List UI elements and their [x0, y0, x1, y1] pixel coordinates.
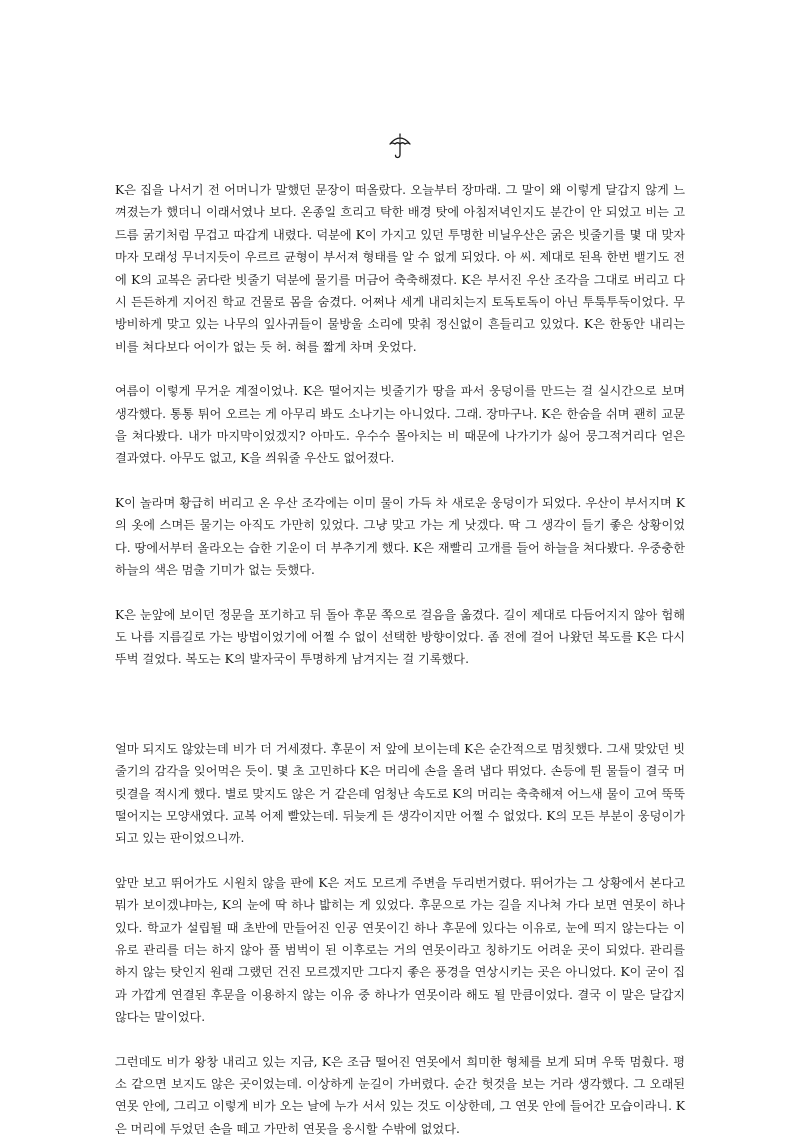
- paragraph-spacer: [115, 1029, 685, 1051]
- paragraph-spacer: [115, 850, 685, 872]
- paragraph-7: 그런데도 비가 왕창 내리고 있는 지금, K은 조금 떨어진 연못에서 희미한 형체를 보게 되며 우뚝 멈췄다. 평소 같으면 보지도 않은 곳이었는데. 이상하게 눈길이 가버렸다. 순간 헛것을 보는 거라 생각했다. 그 오래된 연못 안에, 그리고 이렇게 비가 오는 날에 누가 서서 있는 것도 이상한데, 그 연못 안에 들어간 모습이라니. K은 머리에 두었던 손을 떼고 가만히 연못을 응시할 수밖에 없었다.: [115, 1054, 685, 1136]
- section-break: [115, 671, 685, 738]
- paragraph-spacer: [115, 470, 685, 492]
- paragraph-1: K은 집을 나서기 전 어머니가 말했던 문장이 떠올랐다. 오늘부터 장마래. 그 말이 왜 이렇게 달갑지 않게 느껴졌는가 했더니 이래서였나 보다. 온종일 흐리고 탁한 배경 탓에 아침저녁인지도 분간이 안 되었고 비는 고드름 굵기처럼 무겁고 따갑게 내렸다. 덕분에 K이 가지고 있던 투명한 비닐우산은 굵은 빗줄기를 몇 대 맞자마자 모래성 무너지듯이 우르르 균형이 부서져 형태를 알 수 없게 되었다. 아 씨. 제대로 된욕 한번 뱉기도 전에 K의 교복은 굵다란 빗줄기 덕분에 물기를 머금어 축축해졌다. K은 부서진 우산 조각을 그대로 버리고 다시 든든하게 지어진 학교 건물로 몸을 숨겼다. 어쩌나 세게 내리치는지 토독토독이 아닌 투툭투둑이었다. 무방비하게 맞고 있는 나무의 잎사귀들이 물방울 소리에 맞춰 정신없이 흔들리고 있었다. K은 한동안 내리는 비를 쳐다보다 어이가 없는 듯 허. 혀를 짧게 차며 웃었다.: [115, 183, 685, 354]
- paragraph-spacer: [115, 358, 685, 380]
- umbrella-icon: [388, 133, 412, 159]
- story-text: [115, 179, 685, 1140]
- paragraph-6: 앞만 보고 뛰어가도 시원치 않을 판에 K은 저도 모르게 주변을 두리번거렸다. 뛰어가는 그 상황에서 본다고 뭐가 보이겠냐마는, K의 눈에 딱 하나 밟히는 게 있었다. 후문으로 가는 길을 지나쳐 가다 보면 연못이 하나 있다. 학교가 설립될 때 초반에 만들어진 인공 연못이긴 하나 후문에 있다는 이유로, 눈에 띄지 않는다는 이유로 관리를 더는 하지 않아 풀 범벅이 된 이후로는 거의 연못이라고 칭하기도 어려운 곳이 되었다. 관리를 하지 않는 탓인지 원래 그랬던 건진 모르겠지만 그다지 좋은 풍경을 연상시키는 곳은 아니었다. K이 굳이 집과 가깝게 연결된 후문을 이용하지 않는 이유 중 하나가 연못이라 해도 될 만큼이었다. 결국 이 말은 달갑지 않다는 말이었다.: [115, 875, 685, 1025]
- paragraph-4: K은 눈앞에 보이던 정문을 포기하고 뒤 돌아 후문 쪽으로 걸음을 옮겼다. 길이 제대로 다듬어지지 않아 험해도 나름 지름길로 가는 방법이었기에 어쩔 수 없이 선택한 방향이었다. 좀 전에 걸어 나왔던 복도를 K은 다시 뚜벅 걸었다. 복도는 K의 발자국이 투명하게 남겨지는 걸 기록했다.: [115, 607, 685, 667]
- paragraph-spacer: [115, 582, 685, 604]
- paragraph-5: 얼마 되지도 않았는데 비가 더 거세졌다. 후문이 저 앞에 보이는데 K은 순간적으로 멈칫했다. 그새 맞았던 빗줄기의 감각을 잊어먹은 듯이. 몇 초 고민하다 K은 머리에 손을 올려 냅다 뛰었다. 손등에 튄 물들이 결국 머릿결을 적시게 했다. 별로 맞지도 않은 거 같은데 엄청난 속도로 K의 머리는 축축해져 어느새 물이 고여 뚝뚝 떨어지는 모양새였다. 교복 어제 빨았는데. 뒤늦게 든 생각이지만 어쩔 수 없었다. K의 모든 부분이 웅덩이가 되고 있는 판이었으니까.: [115, 741, 685, 846]
- paragraph-3: K이 놀라며 황급히 버리고 온 우산 조각에는 이미 물이 가득 차 새로운 웅덩이가 되었다. 우산이 부서지며 K의 옷에 스며든 물기는 아직도 가만히 있었다. 그냥 맞고 가는 게 낫겠다. 딱 그 생각이 들기 좋은 상황이었다. 땅에서부터 올라오는 습한 기운이 더 부추기게 했다. K은 재빨리 고개를 들어 하늘을 쳐다봤다. 우중충한 하늘의 색은 멈출 기미가 없는 듯했다.: [115, 495, 685, 578]
- paragraph-2: 여름이 이렇게 무거운 계절이었나. K은 떨어지는 빗줄기가 땅을 파서 웅덩이를 만드는 걸 실시간으로 보며 생각했다. 통통 튀어 오르는 게 아무리 봐도 소나기는 아니었다. 그래. 장마구나. K은 한숨을 쉬며 괜히 교문을 쳐다봤다. 내가 마지막이었겠지? 아마도. 우수수 몰아치는 비 때문에 나가기가 싫어 뭉그적거리다 얻은 결과였다. 아무도 없고, K을 씌워줄 우산도 없어졌다.: [115, 384, 685, 466]
